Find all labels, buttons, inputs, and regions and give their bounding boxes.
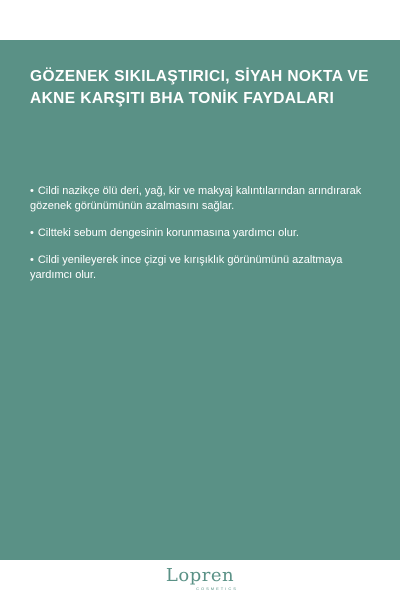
benefit-text: Ciltteki sebum dengesinin korunmasına yardımcı olur. (37, 227, 299, 239)
brand-name: Lopren (165, 565, 235, 586)
benefit-text: Cildi nazikçe ölü deri, yağ, kir ve makyaj kalıntılarından arındırarak gözenek görünümünün azalmasını sağlar. (30, 185, 362, 212)
brand-tagline: COSMETICS (196, 586, 238, 591)
benefit-item (30, 253, 370, 283)
benefit-item (30, 184, 370, 214)
benefit-text: Cildi yenileyerek ince çizgi ve kırışıklık görünümünü azaltmaya yardımcı olur. (30, 254, 343, 281)
panel-title: GÖZENEK SIKILAŞTIRICI, SİYAH NOKTA VE AKNE KARŞITI BHA TONİK FAYDALARI (30, 68, 369, 107)
benefit-list (30, 184, 370, 295)
bullet-icon: • (30, 254, 34, 266)
benefit-item (30, 226, 370, 241)
brand-logo (0, 566, 400, 592)
benefits-panel (0, 40, 400, 560)
bullet-icon: • (30, 185, 34, 197)
bullet-icon: • (30, 227, 34, 239)
